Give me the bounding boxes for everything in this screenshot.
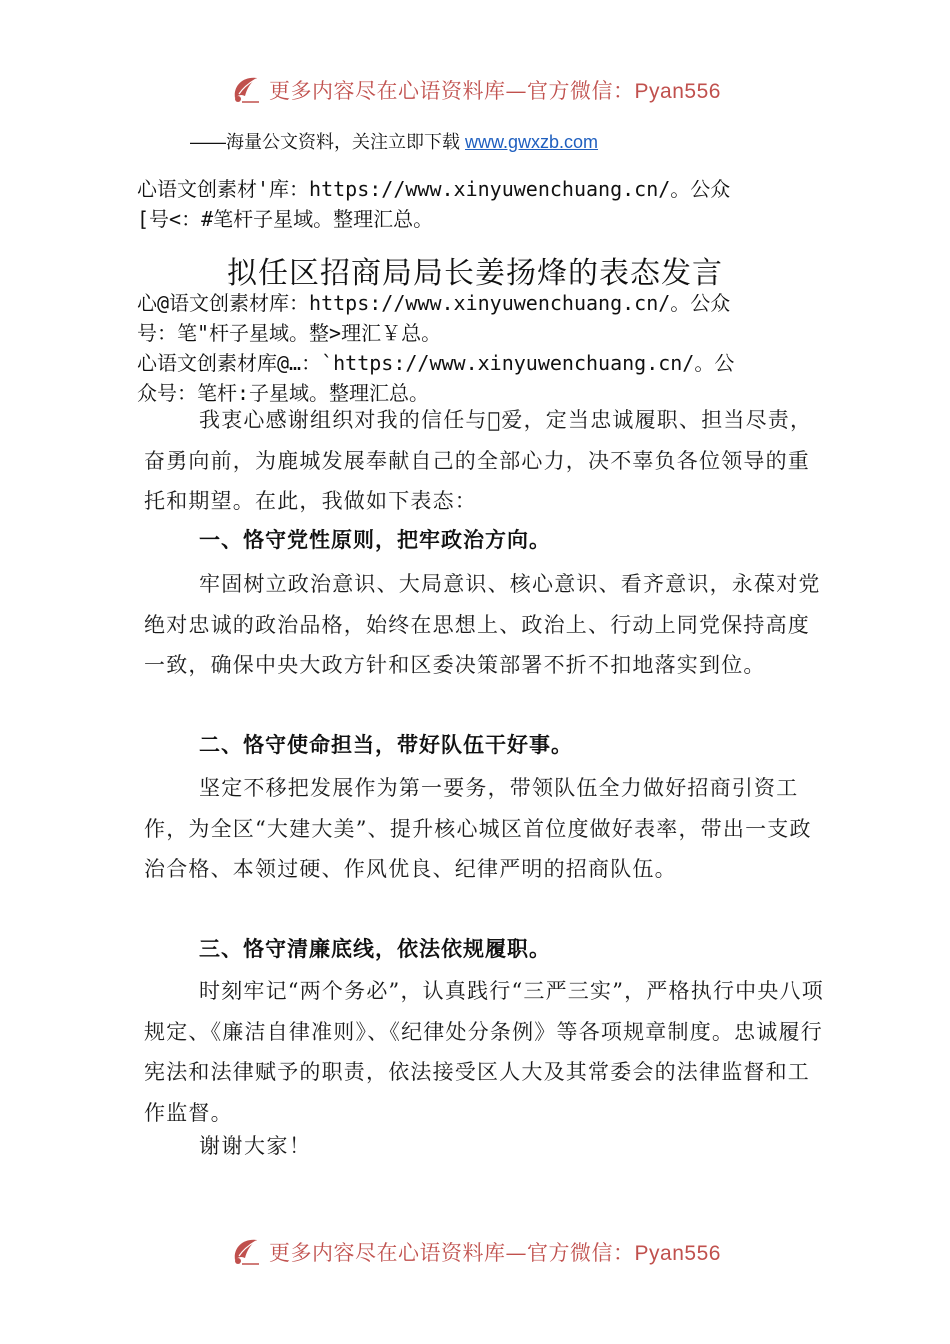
header-banner [0, 72, 950, 108]
section-1-body: 牢固树立政治意识、大局意识、核心意识、看齐意识，永葆对党绝对忠诚的政治品格，始终在思想上、政治上、行动上同党保持高度一致，确保中央大政方针和区委决策部署不折不扣地落实到位。 [144, 572, 821, 677]
website-link[interactable]: www.gwxzb.com [465, 132, 599, 152]
feather-pen-logo-icon [229, 72, 265, 108]
subline-prefix: ——海量公文资料，关注立即下载 [190, 132, 465, 152]
section-3-heading: 三、恪守清廉底线，依法依规履职。 [199, 937, 551, 961]
watermark-line-2: [号<：#笔杆子星域。整理汇总。 [137, 207, 434, 231]
watermark-line-6: 众号：笔杆:子星域。整理汇总。 [137, 381, 430, 405]
section-3-body: 时刻牢记“两个务必”，认真践行“三严三实”，严格执行中央八项规定、《廉洁自律准则》、《纪律处分条例》等各项规章制度。忠诚履行宪法和法律赋予的职责，依法接受区人大及其常委会的法律监督和工作监督。 [144, 979, 824, 1125]
footer-banner-text: 更多内容尽在心语资料库—官方微信：Pyan556 [269, 1241, 721, 1265]
section-2-body: 坚定不移把发展作为第一要务，带领队伍全力做好招商引资工作，为全区“大建大美”、提升核心城区首位度做好表率，带出一支政治合格、本领过硬、作风优良、纪律严明的招商队伍。 [144, 776, 812, 881]
watermark-line-3: 心@语文创素材库：https://www.xinyuwenchuang.cn/。公众 [137, 291, 731, 315]
document-title: 拟任区招商局局长姜扬烽的表态发言 [227, 256, 723, 291]
watermark-line-4: 号：笔"杆子星域。整>理汇￥总。 [137, 321, 442, 345]
download-subline [190, 128, 598, 154]
watermark-line-1: 心语文创素材'库：https://www.xinyuwenchuang.cn/。公众 [137, 177, 731, 201]
section-1-heading: 一、恪守党性原则，把牢政治方向。 [199, 528, 551, 552]
section-2-heading: 二、恪守使命担当，带好队伍干好事。 [199, 733, 573, 757]
header-banner-text: 更多内容尽在心语资料库—官方微信：Pyan556 [269, 79, 721, 103]
closing-remark: 谢谢大家！ [199, 1134, 312, 1158]
feather-pen-logo-icon [229, 1234, 265, 1270]
intro-paragraph: 我衷心感谢组织对我的信任与 爱，定当忠诚履职、担当尽责，奋勇向前，为鹿城发展奉献自己的全部心力，决不辜负各位领导的重托和期望。在此，我做如下表态： [144, 408, 813, 513]
watermark-line-5: 心语文创素材库@…：`https://www.xinyuwenchuang.cn/。公 [137, 351, 735, 375]
footer-banner [0, 1234, 950, 1270]
